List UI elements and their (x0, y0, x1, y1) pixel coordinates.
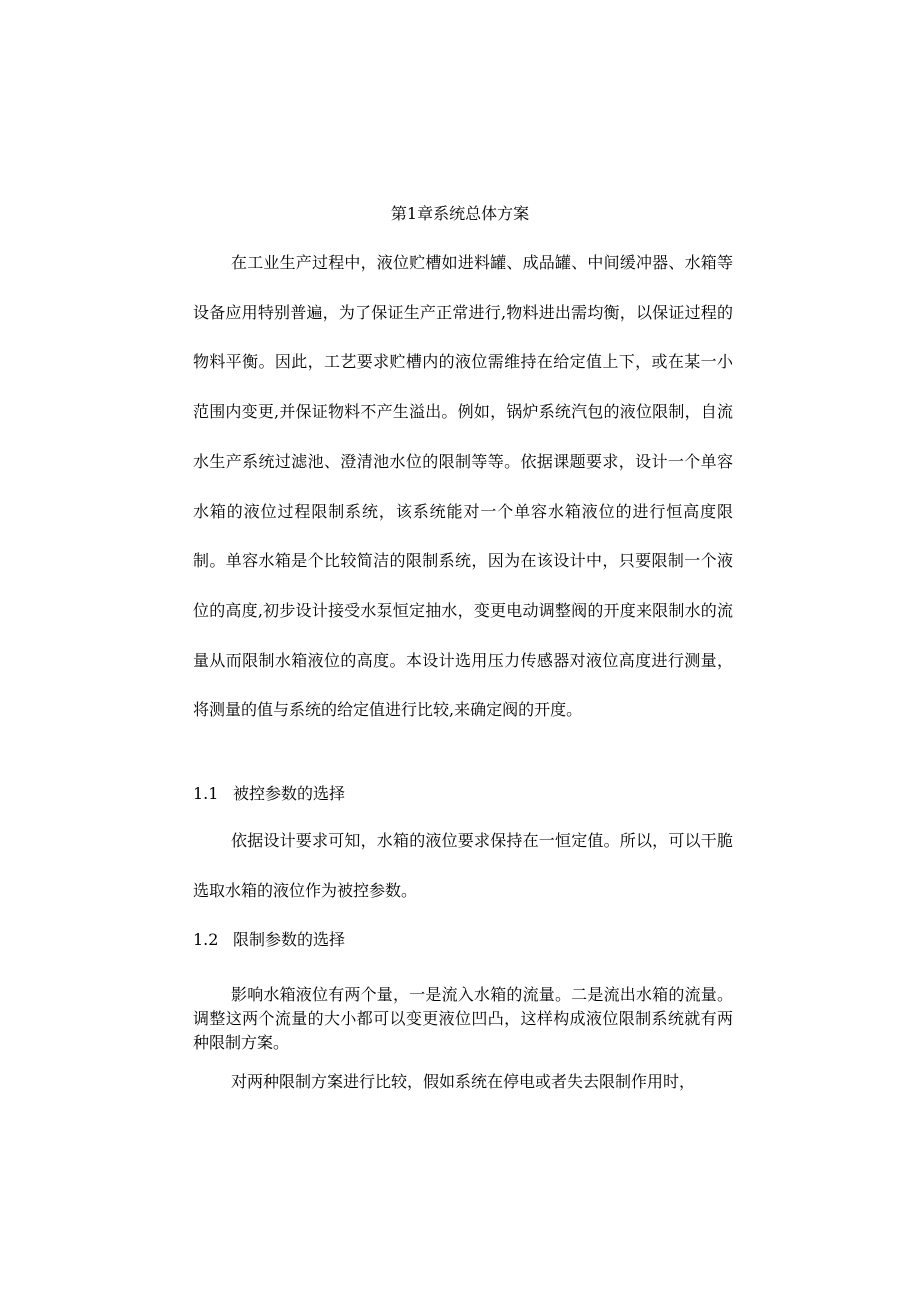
intro-paragraph: 在工业生产过程中，液位贮槽如进料罐、成品罐、中间缓冲器、水箱等设备应用特别普遍，为了保证生产正常进行,物料进出需均衡，以保证过程的物料平衡。因此，工艺要求贮槽内的液位需维持在给定值上下，或在某一小范围内变更,并保证物料不产生溢出。例如，锅炉系统汽包的液位限制，自流水生产系统过滤池、澄清池水位的限制等等。依据课题要求，设计一个单容水箱的液位过程限制系统，该系统能对一个单容水箱液位的进行恒高度限制。单容水箱是个比较简洁的限制系统，因为在该设计中，只要限制一个液位的高度,初步设计接受水泵恒定抽水，变更电动调整阀的开度来限制水的流量从而限制水箱液位的高度。本设计选用压力传感器对液位高度进行测量，将测量的值与系统的给定值进行比较,来确定阀的开度。 (193, 253, 733, 720)
chapter-title: 第1章系统总体方案 (390, 204, 530, 223)
section-title: 被控参数的选择 (233, 784, 346, 803)
section-heading-1-2 (193, 928, 345, 952)
section-heading-1-1 (193, 782, 345, 806)
section-title: 限制参数的选择 (233, 930, 346, 949)
section-1-1-paragraph: 依据设计要求可知，水箱的液位要求保持在一恒定值。所以，可以干脆选取水箱的液位作为被控参数。 (193, 831, 733, 900)
section-1-2-paragraph-1: 影响水箱液位有两个量，一是流入水箱的流量。二是流出水箱的流量。调整这两个流量的大小都可以变更液位凹凸，这样构成液位限制系统就有两种限制方案。 (193, 985, 733, 1052)
section-number: 1.2 (193, 930, 219, 949)
section-1-2-paragraph-2: 对两种限制方案进行比较，假如系统在停电或者失去限制作用时， (231, 1072, 696, 1091)
section-number: 1.1 (193, 784, 219, 803)
